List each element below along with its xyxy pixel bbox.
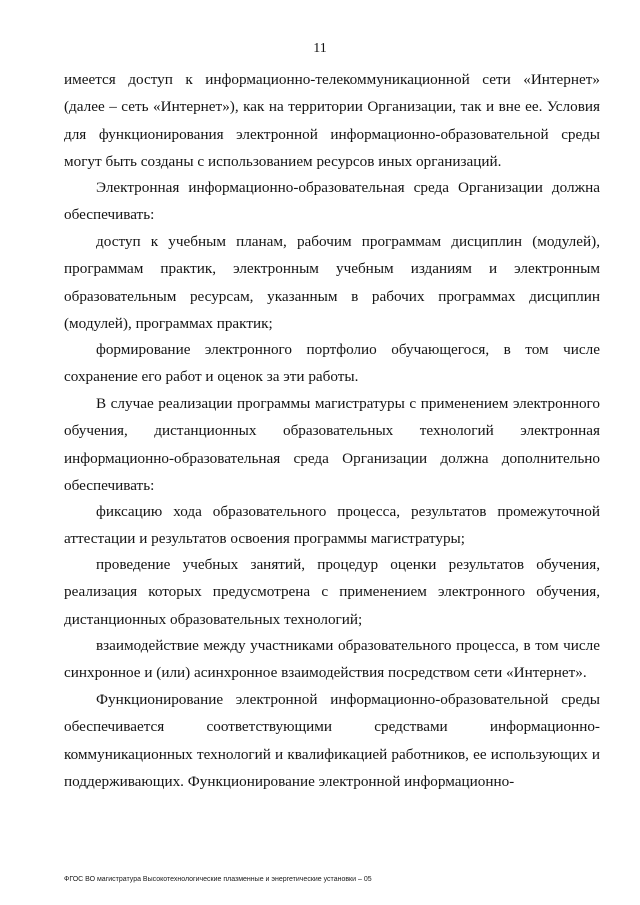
footer-text: ФГОС ВО магистратура Высокотехнологические плазменные и энергетические установки – 05: [64, 876, 372, 883]
paragraph-8: взаимодействие между участниками образовательного процесса, в том числе синхронное и (или) асинхронное взаимодействия посредством сети «Интернет».: [64, 637, 600, 682]
paragraph-3: доступ к учебным планам, рабочим программам дисциплин (модулей), программам практик, электронным учебным изданиям и электронным образовательным ресурсам, указанным в рабочих программах дисциплин (модулей), программах практик;: [64, 233, 600, 333]
paragraph-5: В случае реализации программы магистратуры с применением электронного обучения, дистанционных образовательных технологий электронная информационно-образовательная среда Организации должна дополнительно обеспечивать:: [64, 395, 600, 495]
paragraph-9: Функционирование электронной информационно-образовательной среды обеспечивается соответствующими средствами информационно-коммуникационных технологий и квалификацией работников, ее использующих и поддерживающих. Функционирование электронной информационно-: [64, 691, 600, 791]
paragraph-2: Электронная информационно-образовательная среда Организации должна обеспечивать:: [64, 179, 600, 224]
page-number: 11: [313, 41, 327, 56]
paragraph-7: проведение учебных занятий, процедур оценки результатов обучения, реализация которых предусмотрена с применением электронного обучения, дистанционных образовательных технологий;: [64, 556, 600, 628]
paragraph-6: фиксацию хода образовательного процесса, результатов промежуточной аттестации и результатов освоения программы магистратуры;: [64, 503, 600, 548]
paragraph-4: формирование электронного портфолио обучающегося, в том числе сохранение его работ и оценок за эти работы.: [64, 341, 600, 386]
paragraph-1: имеется доступ к информационно-телекоммуникационной сети «Интернет» (далее – сеть «Интернет»), как на территории Организации, так и вне ее. Условия для функционирования электронной информационно-образовательной среды могут быть созданы с использованием ресурсов иных организаций.: [64, 71, 600, 171]
